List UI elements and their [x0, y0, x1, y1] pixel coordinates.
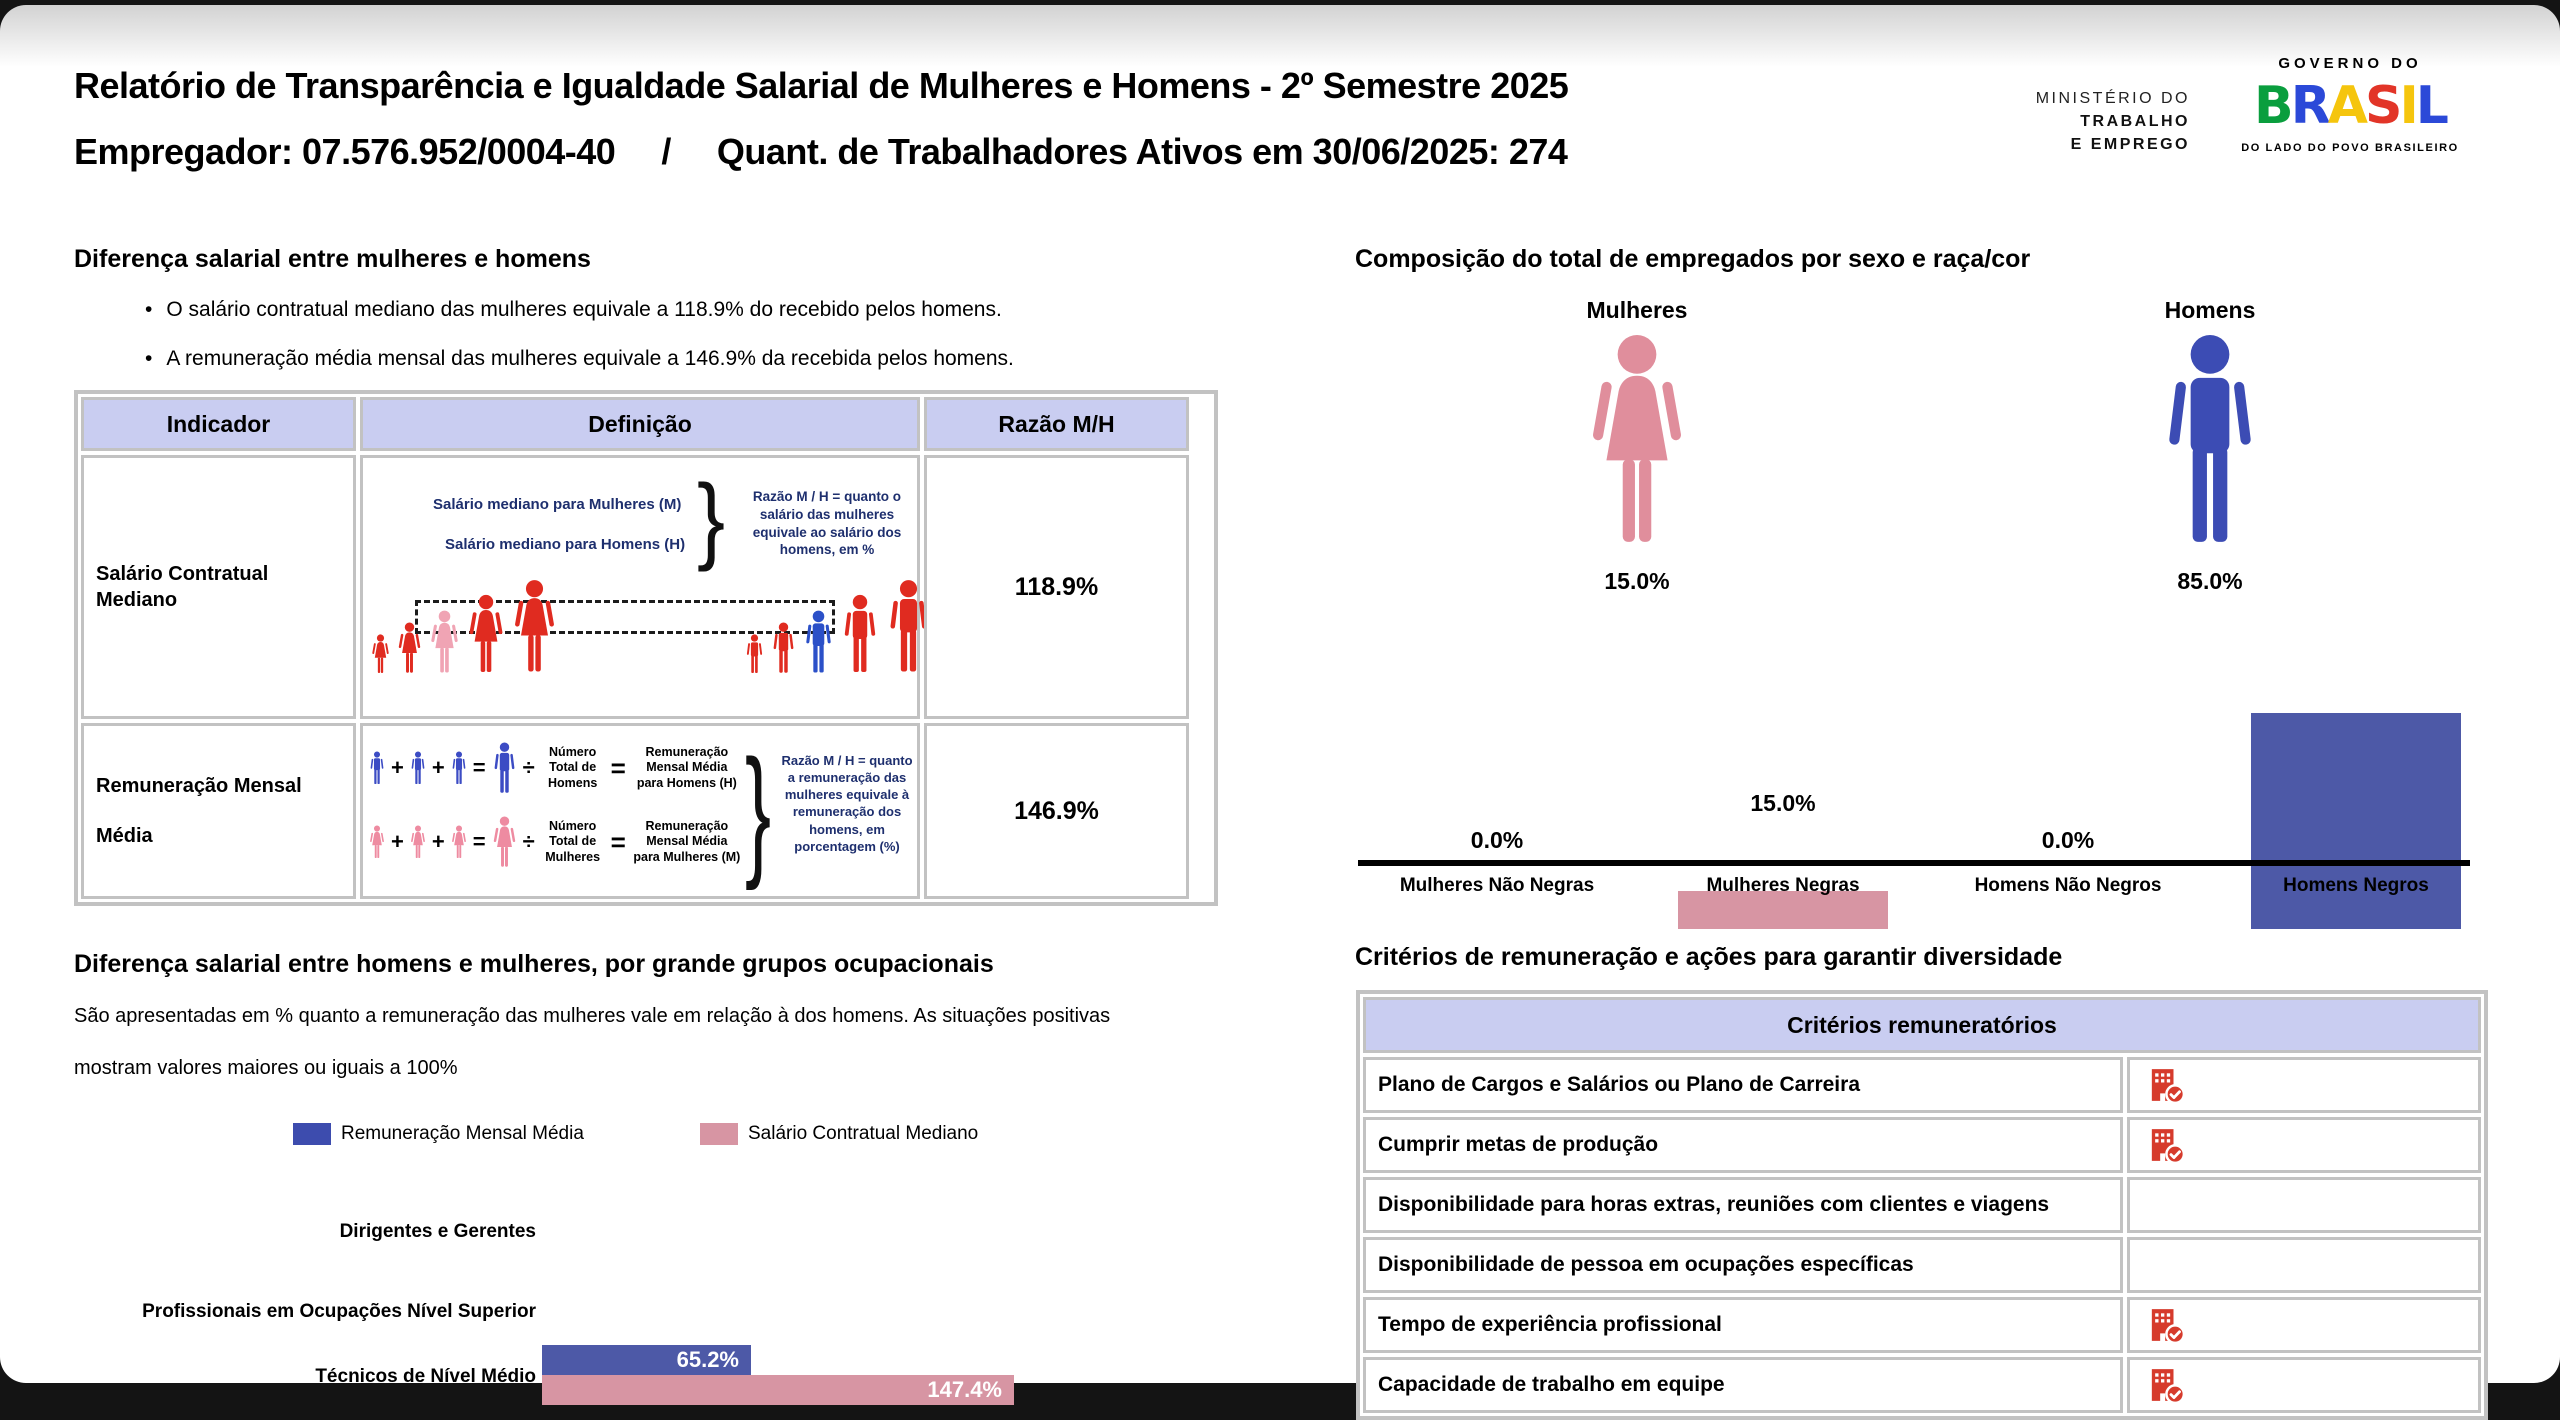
- bar-value-label: 65.2%: [676, 1347, 739, 1372]
- building-check-icon: [2146, 1365, 2186, 1405]
- woman-pictogram-icon-highlight: [429, 610, 460, 674]
- legend-swatch-pink: [700, 1123, 738, 1145]
- plus-operator: +: [431, 755, 445, 780]
- bullet-text: O salário contratual mediano das mulheres equivale a 118.9% do recebido pelos homens.: [166, 298, 1002, 321]
- brasil-letter: L: [2415, 76, 2446, 136]
- criteria-row-label: Plano de Cargos e Salários ou Plano de Carreira: [1363, 1057, 2123, 1113]
- page-title: Relatório de Transparência e Igualdade Salarial de Mulheres e Homens - 2º Semestre 2025: [74, 65, 1569, 106]
- criteria-row-label: Disponibilidade de pessoa em ocupações específicas: [1363, 1237, 2123, 1293]
- ministry-line-3: E EMPREGO: [2070, 136, 2190, 153]
- legend-swatch-blue: [293, 1123, 331, 1145]
- woman-pictogram-icon: [451, 825, 467, 859]
- occupational-category: Técnicos de Nível Médio: [315, 1366, 536, 1387]
- women-percentage: 15.0%: [1604, 568, 1670, 594]
- brasil-letter: B: [2254, 76, 2291, 136]
- woman-pictogram-icon: [492, 816, 517, 868]
- plus-operator: +: [391, 755, 404, 780]
- bar-tecnicos-remuneracao: [542, 1345, 751, 1375]
- gov-logo-tagline: DO LADO DO POVO BRASILEIRO: [2241, 142, 2459, 154]
- criteria-row-label: Tempo de experiência profissional: [1363, 1297, 2123, 1353]
- brasil-letter: A: [2327, 76, 2365, 136]
- women-total-label: Número Total de Mulheres: [545, 818, 601, 864]
- ratio-remuneracao-media: 146.9%: [924, 723, 1189, 899]
- x-axis-line: [1358, 860, 2470, 866]
- building-check-icon: [2146, 1125, 2186, 1165]
- indicator-name-remuneracao-media: [81, 723, 356, 899]
- man-pictogram-icon: [841, 594, 879, 674]
- man-pictogram-icon: [745, 634, 764, 674]
- bar-value-label: 0.0%: [1470, 827, 1524, 853]
- women-group-label: Mulheres: [1586, 297, 1688, 323]
- occupational-title: Diferença salarial entre homens e mulheres, por grande grupos ocupacionais: [74, 950, 994, 978]
- divide-operator: ÷: [522, 755, 535, 780]
- ratio-salario-mediano: 118.9%: [924, 455, 1189, 719]
- man-pictogram-icon: [771, 622, 796, 674]
- criteria-table-header: Critérios remuneratórios: [1363, 997, 2481, 1053]
- woman-pictogram-icon: [410, 825, 426, 859]
- indicator-table: [74, 390, 1218, 906]
- gov-logo-top-text: GOVERNO DO: [2278, 55, 2422, 72]
- criteria-row-status-empty: [2127, 1177, 2481, 1233]
- woman-pictogram-icon: [397, 622, 422, 674]
- bar-value-label: 85.0%: [2323, 657, 2389, 683]
- bar-value-label: 15.0%: [1750, 790, 1816, 816]
- men-result-label: Remuneração Mensal Média para Homens (H): [636, 744, 737, 790]
- definition-diagram-remuneracao-media: [360, 723, 920, 899]
- criteria-table: [1356, 990, 2488, 1420]
- category-label: Homens Não Negros: [1974, 875, 2162, 896]
- woman-pictogram-icon: [369, 825, 385, 859]
- category-label: Mulheres Não Negras: [1399, 875, 1595, 896]
- building-check-icon: [2146, 1305, 2186, 1345]
- occupational-subtitle-line-1: São apresentadas em % quanto a remuneração das mulheres vale em relação à dos homens. As situações positivas: [74, 1005, 1111, 1027]
- definition-diagram-salario-mediano: [360, 455, 920, 719]
- man-pictogram-icon: [451, 751, 467, 785]
- woman-icon: [1579, 333, 1695, 547]
- legend-item-remuneracao: [293, 1123, 584, 1145]
- salary-gap-bullet-2: [145, 347, 1014, 371]
- legend-label: Remuneração Mensal Média: [341, 1123, 584, 1144]
- report-page: [0, 5, 2560, 1402]
- equals-operator: =: [472, 829, 486, 854]
- definition-label-women: Salário mediano para Mulheres (M): [433, 496, 682, 513]
- brace-glyph: }: [745, 728, 772, 892]
- governo-do-brasil-logo: [2215, 55, 2485, 154]
- woman-pictogram-icon: [467, 594, 505, 674]
- man-pictogram-icon: [369, 751, 385, 785]
- criteria-row-status: [2127, 1057, 2481, 1113]
- men-average-formula: [369, 742, 742, 794]
- indicator-table-header-razao: Razão M/H: [924, 397, 1189, 451]
- active-workers: Quant. de Trabalhadores Ativos em 30/06/2025: 274: [716, 131, 1568, 172]
- criteria-row-status: [2127, 1297, 2481, 1353]
- criteria-title: Critérios de remuneração e ações para garantir diversidade: [1355, 943, 2063, 971]
- equals-operator: =: [472, 755, 486, 780]
- occupational-category: Profissionais em Ocupações Nível Superior: [142, 1301, 536, 1322]
- plus-operator: +: [391, 829, 404, 854]
- occupational-subtitle-line-2: mostram valores maiores ou iguais a 100%: [74, 1057, 458, 1079]
- men-percentage: 85.0%: [2177, 568, 2243, 594]
- criteria-row-label: Cumprir metas de produção: [1363, 1117, 2123, 1173]
- bar-value-label: 147.4%: [927, 1377, 1002, 1402]
- brasil-letter: I: [2399, 76, 2416, 136]
- bar-value-label: 0.0%: [2041, 827, 2095, 853]
- employer-id: Empregador: 07.576.952/0004-40: [74, 131, 616, 172]
- definition-note: Razão M / H = quanto o salário das mulheres equivale ao salário dos homens, em %: [752, 489, 902, 558]
- salary-gap-bullet-1: [145, 298, 1002, 322]
- bullet-text: A remuneração média mensal das mulheres equivale a 146.9% da recebida pelos homens.: [166, 347, 1014, 370]
- occupational-category: Dirigentes e Gerentes: [339, 1221, 536, 1242]
- equals-operator: =: [610, 827, 626, 857]
- building-check-icon: [2146, 1065, 2186, 1105]
- legend-label: Salário Contratual Mediano: [748, 1123, 979, 1144]
- definition-label-men: Salário mediano para Homens (H): [445, 536, 686, 553]
- criteria-row-label: Disponibilidade para horas extras, reuniões com clientes e viagens: [1363, 1177, 2123, 1233]
- indicator-name-salario-mediano: Salário Contratual Mediano: [81, 455, 356, 719]
- plus-operator: +: [431, 829, 445, 854]
- men-pictogram-group: [745, 576, 931, 674]
- subtitle-separator: /: [661, 131, 671, 172]
- composition-title: Composição do total de empregados por sexo e raça/cor: [1355, 245, 2031, 273]
- bullet-glyph: •: [145, 347, 153, 370]
- legend-item-salario: [700, 1123, 978, 1145]
- man-icon: [2152, 333, 2268, 547]
- brasil-letter: R: [2290, 76, 2328, 136]
- brasil-letter: S: [2364, 76, 2400, 136]
- indicator-table-header-indicador: Indicador: [81, 397, 356, 451]
- men-group-label: Homens: [2164, 297, 2256, 323]
- indicator-line-1: Remuneração Mensal: [96, 775, 302, 797]
- category-label: Mulheres Negras: [1706, 875, 1860, 896]
- ministry-logo: [1900, 87, 2190, 156]
- man-pictogram-icon: [492, 742, 517, 794]
- woman-pictogram-icon: [512, 579, 557, 674]
- indicator-line-2: Média: [96, 825, 153, 847]
- category-label: Homens Negros: [2283, 875, 2429, 896]
- equals-operator: =: [610, 753, 626, 783]
- brasil-logo-icon: [2215, 72, 2485, 140]
- man-pictogram-icon-highlight: [803, 610, 834, 674]
- definition-note: Razão M / H = quanto a remuneração das mulheres equivale à remuneração dos homens, em porcentagem (%): [781, 753, 913, 854]
- ministry-line-2: TRABALHO: [2080, 113, 2190, 130]
- composition-bar-chart: [1358, 635, 2470, 935]
- ministry-line-1: MINISTÉRIO DO: [2035, 90, 2190, 107]
- woman-pictogram-icon: [371, 634, 390, 674]
- page-subtitle: [74, 131, 1567, 173]
- women-pictogram-group: [371, 576, 557, 674]
- criteria-row-status: [2127, 1357, 2481, 1413]
- bar-tecnicos-salario: [542, 1375, 1014, 1405]
- women-average-formula: [369, 816, 742, 868]
- bullet-glyph: •: [145, 298, 153, 321]
- divide-operator: ÷: [522, 829, 535, 854]
- man-pictogram-icon: [410, 751, 426, 785]
- criteria-row-status-empty: [2127, 1237, 2481, 1293]
- salary-gap-title: Diferença salarial entre mulheres e homens: [74, 245, 591, 273]
- women-result-label: Remuneração Mensal Média para Mulheres (M): [633, 818, 741, 864]
- men-total-label: Número Total de Homens: [547, 744, 598, 790]
- indicator-table-header-definicao: Definição: [360, 397, 920, 451]
- criteria-row-status: [2127, 1117, 2481, 1173]
- brace-glyph: }: [697, 463, 726, 573]
- criteria-row-label: Capacidade de trabalho em equipe: [1363, 1357, 2123, 1413]
